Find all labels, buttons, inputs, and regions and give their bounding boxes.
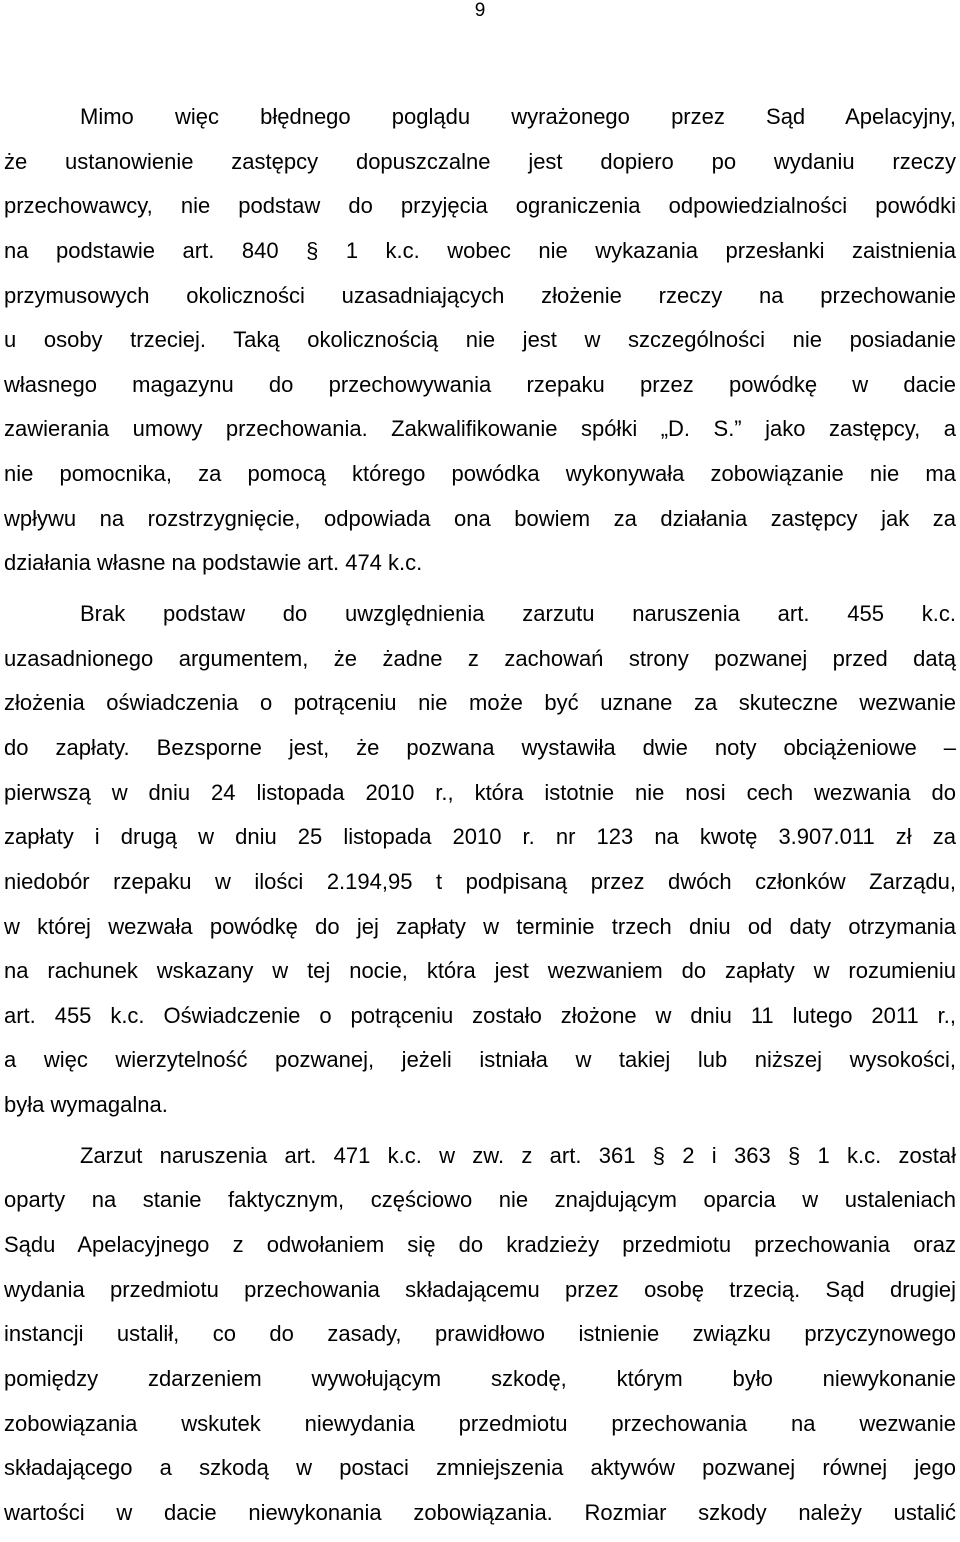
page-number: 9: [474, 0, 486, 21]
text-line: złożenia oświadczenia o potrąceniu nie może być uznane za skuteczne wezwanie: [4, 690, 956, 716]
text-line: na rachunek wskazany w tej nocie, która jest wezwaniem do zapłaty w rozumieniu: [4, 958, 956, 984]
text-line: na podstawie art. 840 § 1 k.c. wobec nie wykazania przesłanki zaistnienia: [4, 237, 956, 263]
text-line: Brak podstaw do uwzględnienia zarzutu naruszenia art. 455 k.c.: [80, 601, 956, 627]
text-line: oparty na stanie faktycznym, częściowo nie znajdującym oparcia w ustaleniach: [4, 1187, 956, 1213]
paragraph-3: [4, 1134, 956, 1536]
text-line: instancji ustalił, co do zasady, prawidłowo istnienie związku przyczynowego: [4, 1321, 956, 1347]
text-line: a więc wierzytelność pozwanej, jeżeli istniała w takiej lub niższej wysokości,: [4, 1047, 956, 1073]
text-line: art. 455 k.c. Oświadczenie o potrąceniu zostało złożone w dniu 11 lutego 2011 r.,: [4, 1002, 956, 1028]
document-body: [4, 95, 956, 1542]
text-line: zapłaty i drugą w dniu 25 listopada 2010 r. nr 123 na kwotę 3.907.011 zł za: [4, 824, 956, 850]
text-line: własnego magazynu do przechowywania rzepaku przez powódkę w dacie: [4, 371, 956, 397]
text-line: pierwszą w dniu 24 listopada 2010 r., która istotnie nie nosi cech wezwania do: [4, 779, 956, 805]
text-line: Zarzut naruszenia art. 471 k.c. w zw. z art. 361 § 2 i 363 § 1 k.c. został: [80, 1142, 956, 1168]
text-line: zobowiązania wskutek niewydania przedmiotu przechowania na wezwanie: [4, 1410, 956, 1436]
text-line: uzasadnionego argumentem, że żadne z zachowań strony pozwanej przed datą: [4, 645, 956, 671]
text-line: do zapłaty. Bezsporne jest, że pozwana wystawiła dwie noty obciążeniowe –: [4, 734, 956, 760]
text-line: Sądu Apelacyjnego z odwołaniem się do kradzieży przedmiotu przechowania oraz: [4, 1232, 956, 1258]
text-line: Mimo więc błędnego poglądu wyrażonego przez Sąd Apelacyjny,: [80, 104, 956, 129]
text-line: wpływu na rozstrzygnięcie, odpowiada ona bowiem za działania zastępcy jak za: [4, 505, 956, 531]
text-line: że ustanowienie zastępcy dopuszczalne jest dopiero po wydaniu rzeczy: [4, 148, 956, 174]
text-line: zawierania umowy przechowania. Zakwalifikowanie spółki „D. S.” jako zastępcy, a: [4, 416, 956, 442]
text-line: przymusowych okoliczności uzasadniających złożenie rzeczy na przechowanie: [4, 282, 956, 308]
paragraph-1: [4, 95, 956, 586]
text-line: u osoby trzeciej. Taką okolicznością nie jest w szczególności nie posiadanie: [4, 327, 956, 353]
text-line: przechowawcy, nie podstaw do przyjęcia ograniczenia odpowiedzialności powódki: [4, 193, 956, 219]
text-line: była wymagalna.: [4, 1092, 168, 1118]
paragraph-2: [4, 592, 956, 1128]
text-line: wydania przedmiotu przechowania składającemu przez osobę trzecią. Sąd drugiej: [4, 1276, 956, 1302]
text-line: w której wezwała powódkę do jej zapłaty w terminie trzech dniu od daty otrzymania: [4, 913, 956, 939]
text-line: pomiędzy zdarzeniem wywołującym szkodę, którym było niewykonanie: [4, 1365, 956, 1391]
text-line: niedobór rzepaku w ilości 2.194,95 t podpisaną przez dwóch członków Zarządu,: [4, 868, 956, 894]
text-line: składającego a szkodą w postaci zmniejszenia aktywów pozwanej równej jego: [4, 1455, 956, 1481]
text-line: nie pomocnika, za pomocą którego powódka wykonywała zobowiązanie nie ma: [4, 461, 956, 487]
text-line: wartości w dacie niewykonania zobowiązania. Rozmiar szkody należy ustalić: [4, 1499, 956, 1525]
text-line: działania własne na podstawie art. 474 k.c.: [4, 550, 423, 576]
